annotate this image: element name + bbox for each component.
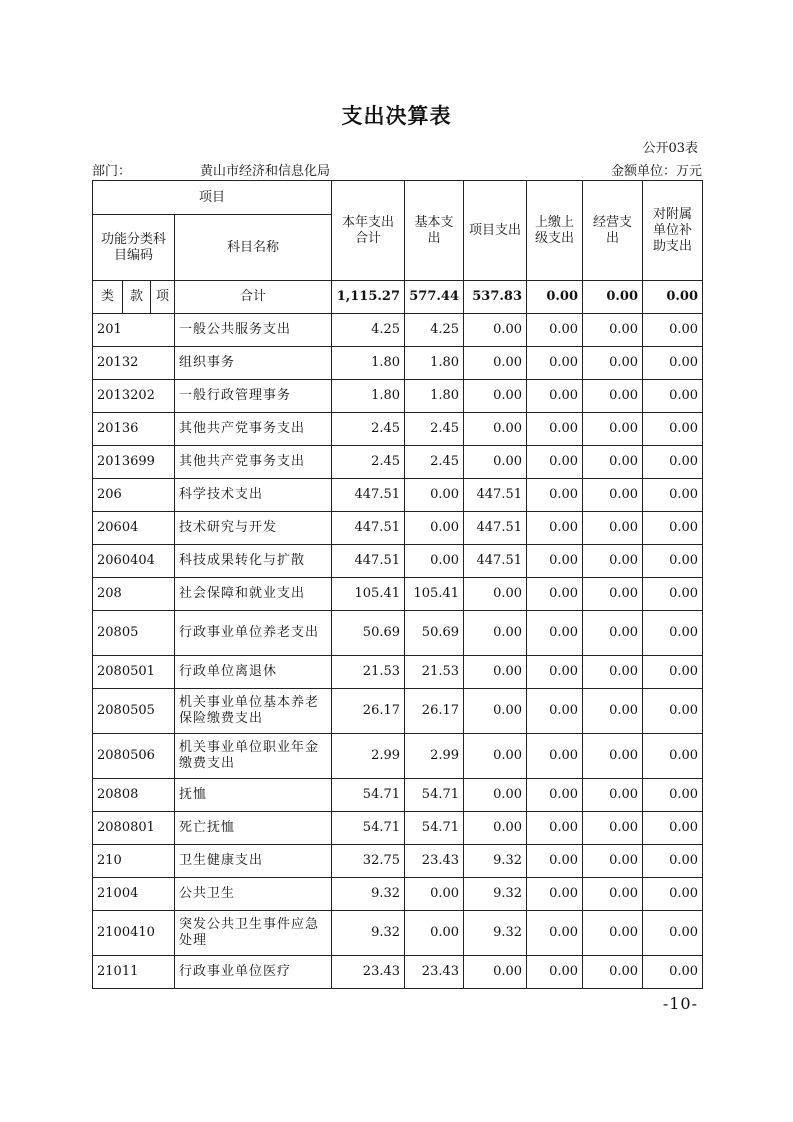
amount-cell: 0.00 <box>405 545 464 578</box>
subject-name: 死亡抚恤 <box>175 812 332 845</box>
amount-cell: 0.00 <box>643 878 703 911</box>
amount-cell: 447.51 <box>332 512 405 545</box>
amount-cell: 4.25 <box>405 314 464 347</box>
amount-cell: 0.00 <box>583 956 643 989</box>
subject-code: 2013699 <box>93 446 175 479</box>
amount-cell: 2.45 <box>405 413 464 446</box>
amount-cell: 0.00 <box>464 956 527 989</box>
subject-code: 2100410 <box>93 911 175 956</box>
amount-cell: 1.80 <box>405 347 464 380</box>
amount-cell: 0.00 <box>527 779 583 812</box>
amount-cell: 0.00 <box>643 779 703 812</box>
amount-cell: 0.00 <box>643 734 703 779</box>
subject-name: 一般公共服务支出 <box>175 314 332 347</box>
amount-cell: 0.00 <box>583 314 643 347</box>
total-value: 0.00 <box>527 281 583 314</box>
amount-cell: 54.71 <box>332 812 405 845</box>
header-remit: 上缴上级支出 <box>527 181 583 281</box>
subject-name: 社会保障和就业支出 <box>175 578 332 611</box>
amount-cell: 447.51 <box>464 479 527 512</box>
amount-cell: 0.00 <box>464 314 527 347</box>
amount-cell: 50.69 <box>405 611 464 656</box>
subject-code: 2080501 <box>93 656 175 689</box>
subject-code: 201 <box>93 314 175 347</box>
subject-name: 行政单位离退休 <box>175 656 332 689</box>
table-row <box>93 479 703 512</box>
amount-cell: 0.00 <box>583 656 643 689</box>
amount-cell: 0.00 <box>583 413 643 446</box>
header-code-group: 功能分类科目编码 <box>93 215 175 281</box>
total-value: 537.83 <box>464 281 527 314</box>
amount-cell: 0.00 <box>464 578 527 611</box>
amount-cell: 0.00 <box>583 347 643 380</box>
amount-cell: 32.75 <box>332 845 405 878</box>
header-kuan: 款 <box>123 281 151 314</box>
page-number: -10- <box>662 994 698 1013</box>
amount-cell: 0.00 <box>464 413 527 446</box>
amount-cell: 0.00 <box>527 911 583 956</box>
subject-code: 2060404 <box>93 545 175 578</box>
amount-cell: 0.00 <box>527 446 583 479</box>
amount-cell: 0.00 <box>527 479 583 512</box>
amount-cell: 0.00 <box>583 689 643 734</box>
table-row <box>93 545 703 578</box>
amount-cell: 0.00 <box>583 380 643 413</box>
amount-cell: 105.41 <box>405 578 464 611</box>
amount-cell: 0.00 <box>405 512 464 545</box>
amount-cell: 0.00 <box>643 845 703 878</box>
amount-cell: 0.00 <box>464 734 527 779</box>
amount-cell: 0.00 <box>583 611 643 656</box>
header-basic: 基本支出 <box>405 181 464 281</box>
subject-code: 2080506 <box>93 734 175 779</box>
amount-cell: 0.00 <box>527 812 583 845</box>
amount-cell: 0.00 <box>643 512 703 545</box>
subject-code: 20805 <box>93 611 175 656</box>
subject-name: 行政事业单位养老支出 <box>175 611 332 656</box>
amount-cell: 0.00 <box>643 347 703 380</box>
total-label: 合计 <box>175 281 332 314</box>
amount-cell: 0.00 <box>583 479 643 512</box>
amount-cell: 9.32 <box>332 878 405 911</box>
subject-name: 其他共产党事务支出 <box>175 413 332 446</box>
subject-name: 机关事业单位基本养老保险缴费支出 <box>175 689 332 734</box>
table-row <box>93 512 703 545</box>
amount-cell: 1.80 <box>405 380 464 413</box>
subject-code: 20136 <box>93 413 175 446</box>
header-xiang: 项 <box>151 281 175 314</box>
amount-cell: 0.00 <box>643 413 703 446</box>
form-number: 公开03表 <box>642 141 698 156</box>
header-item: 项目 <box>93 181 332 215</box>
amount-cell: 0.00 <box>464 347 527 380</box>
amount-cell: 0.00 <box>464 611 527 656</box>
amount-cell: 0.00 <box>527 656 583 689</box>
amount-cell: 0.00 <box>464 446 527 479</box>
amount-cell: 105.41 <box>332 578 405 611</box>
amount-cell: 26.17 <box>405 689 464 734</box>
header-business: 经营支出 <box>583 181 643 281</box>
subject-code: 2013202 <box>93 380 175 413</box>
amount-cell: 23.43 <box>332 956 405 989</box>
table-row <box>93 734 703 779</box>
header-total: 本年支出合计 <box>332 181 405 281</box>
subject-name: 科技成果转化与扩散 <box>175 545 332 578</box>
total-value: 577.44 <box>405 281 464 314</box>
subject-code: 206 <box>93 479 175 512</box>
amount-cell: 0.00 <box>643 314 703 347</box>
amount-cell: 0.00 <box>643 545 703 578</box>
table-row <box>93 380 703 413</box>
amount-cell: 0.00 <box>527 734 583 779</box>
amount-cell: 0.00 <box>527 380 583 413</box>
table-row <box>93 413 703 446</box>
amount-cell: 0.00 <box>583 512 643 545</box>
subject-name: 行政事业单位医疗 <box>175 956 332 989</box>
amount-unit: 金额单位：万元 <box>610 164 702 179</box>
subject-name: 机关事业单位职业年金缴费支出 <box>175 734 332 779</box>
amount-cell: 26.17 <box>332 689 405 734</box>
amount-cell: 9.32 <box>464 845 527 878</box>
table-row <box>93 845 703 878</box>
subject-name: 技术研究与开发 <box>175 512 332 545</box>
subject-name: 一般行政管理事务 <box>175 380 332 413</box>
amount-cell: 0.00 <box>527 578 583 611</box>
subject-name: 公共卫生 <box>175 878 332 911</box>
amount-cell: 1.80 <box>332 347 405 380</box>
subject-name: 突发公共卫生事件应急处理 <box>175 911 332 956</box>
amount-cell: 9.32 <box>332 911 405 956</box>
header-subject-name: 科目名称 <box>175 215 332 281</box>
amount-cell: 0.00 <box>527 956 583 989</box>
amount-cell: 1.80 <box>332 380 405 413</box>
total-value: 0.00 <box>583 281 643 314</box>
department-name: 黄山市经济和信息化局 <box>200 164 331 179</box>
table-row <box>93 611 703 656</box>
amount-cell: 2.45 <box>405 446 464 479</box>
table-row <box>93 347 703 380</box>
total-value: 1,115.27 <box>332 281 405 314</box>
amount-cell: 0.00 <box>527 545 583 578</box>
amount-cell: 0.00 <box>405 878 464 911</box>
amount-cell: 54.71 <box>332 779 405 812</box>
amount-cell: 0.00 <box>643 911 703 956</box>
page-title: 支出决算表 <box>341 103 452 128</box>
amount-cell: 0.00 <box>527 512 583 545</box>
amount-cell: 4.25 <box>332 314 405 347</box>
subject-code: 21011 <box>93 956 175 989</box>
amount-cell: 0.00 <box>643 812 703 845</box>
subject-code: 210 <box>93 845 175 878</box>
total-row <box>93 281 703 314</box>
amount-cell: 0.00 <box>583 779 643 812</box>
amount-cell: 0.00 <box>464 656 527 689</box>
subject-code: 21004 <box>93 878 175 911</box>
expenditure-table <box>92 180 703 989</box>
table-row <box>93 446 703 479</box>
subject-name: 组织事务 <box>175 347 332 380</box>
subject-name: 抚恤 <box>175 779 332 812</box>
amount-cell: 21.53 <box>405 656 464 689</box>
amount-cell: 54.71 <box>405 812 464 845</box>
table-row <box>93 956 703 989</box>
table-row <box>93 578 703 611</box>
subject-code: 2080801 <box>93 812 175 845</box>
amount-cell: 0.00 <box>527 611 583 656</box>
subject-name: 其他共产党事务支出 <box>175 446 332 479</box>
header-subsidy: 对附属单位补助支出 <box>643 181 703 281</box>
subject-name: 科学技术支出 <box>175 479 332 512</box>
amount-cell: 0.00 <box>583 734 643 779</box>
amount-cell: 0.00 <box>643 479 703 512</box>
amount-cell: 447.51 <box>464 512 527 545</box>
amount-cell: 0.00 <box>527 314 583 347</box>
amount-cell: 54.71 <box>405 779 464 812</box>
subject-code: 20604 <box>93 512 175 545</box>
amount-cell: 0.00 <box>643 956 703 989</box>
table-row <box>93 314 703 347</box>
amount-cell: 0.00 <box>527 347 583 380</box>
amount-cell: 23.43 <box>405 845 464 878</box>
table-row <box>93 779 703 812</box>
table-row <box>93 812 703 845</box>
subject-name: 卫生健康支出 <box>175 845 332 878</box>
amount-cell: 447.51 <box>464 545 527 578</box>
amount-cell: 0.00 <box>583 545 643 578</box>
subject-code: 20808 <box>93 779 175 812</box>
amount-cell: 2.99 <box>332 734 405 779</box>
table-row <box>93 911 703 956</box>
amount-cell: 0.00 <box>464 689 527 734</box>
amount-cell: 0.00 <box>583 446 643 479</box>
amount-cell: 447.51 <box>332 545 405 578</box>
subject-code: 2080505 <box>93 689 175 734</box>
amount-cell: 0.00 <box>643 446 703 479</box>
amount-cell: 0.00 <box>643 689 703 734</box>
department-label: 部门： <box>92 164 132 179</box>
amount-cell: 50.69 <box>332 611 405 656</box>
amount-cell: 447.51 <box>332 479 405 512</box>
amount-cell: 2.45 <box>332 446 405 479</box>
amount-cell: 2.99 <box>405 734 464 779</box>
header-project: 项目支出 <box>464 181 527 281</box>
amount-cell: 0.00 <box>527 878 583 911</box>
total-value: 0.00 <box>643 281 703 314</box>
subject-code: 208 <box>93 578 175 611</box>
amount-cell: 0.00 <box>583 845 643 878</box>
amount-cell: 23.43 <box>405 956 464 989</box>
amount-cell: 0.00 <box>583 578 643 611</box>
amount-cell: 0.00 <box>527 845 583 878</box>
amount-cell: 0.00 <box>643 380 703 413</box>
amount-cell: 21.53 <box>332 656 405 689</box>
department-line <box>92 160 702 178</box>
amount-cell: 0.00 <box>464 812 527 845</box>
amount-cell: 0.00 <box>643 656 703 689</box>
amount-cell: 0.00 <box>405 479 464 512</box>
amount-cell: 9.32 <box>464 911 527 956</box>
amount-cell: 0.00 <box>464 779 527 812</box>
table-row <box>93 878 703 911</box>
amount-cell: 0.00 <box>583 812 643 845</box>
amount-cell: 2.45 <box>332 413 405 446</box>
table-row <box>93 689 703 734</box>
amount-cell: 0.00 <box>527 689 583 734</box>
amount-cell: 0.00 <box>464 380 527 413</box>
amount-cell: 0.00 <box>583 878 643 911</box>
subject-code: 20132 <box>93 347 175 380</box>
amount-cell: 0.00 <box>583 911 643 956</box>
table-row <box>93 656 703 689</box>
amount-cell: 0.00 <box>527 413 583 446</box>
amount-cell: 0.00 <box>643 611 703 656</box>
amount-cell: 9.32 <box>464 878 527 911</box>
header-lei: 类 <box>93 281 123 314</box>
amount-cell: 0.00 <box>643 578 703 611</box>
amount-cell: 0.00 <box>405 911 464 956</box>
